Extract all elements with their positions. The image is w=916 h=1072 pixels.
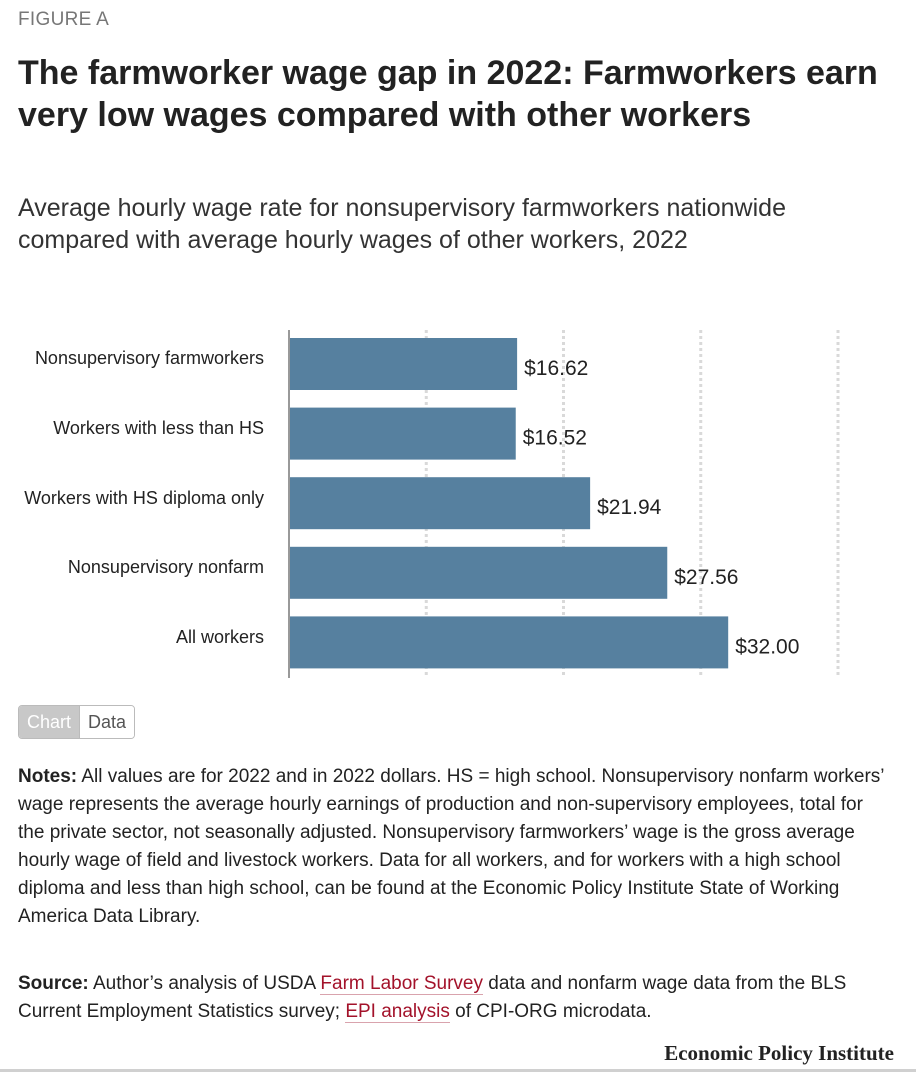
notes-lead: Notes: [18, 766, 78, 787]
figure-label: FIGURE A [18, 9, 110, 30]
farm-labor-survey-link[interactable]: Farm Labor Survey [320, 973, 484, 994]
bar-chart [0, 320, 916, 690]
category-label: Workers with HS diploma only [24, 488, 264, 508]
notes-text: All values are for 2022 and in 2022 dollars. HS = high school. Nonsupervisory nonfarm workers’ wage represents the average hourly earnings of production and non-supervisory employees, total for the private sector, not seasonally adjusted. Nonsupervisory farmworkers’ wage is the gross average hourly wage of field and livestock workers. Data for all workers, and for workers with a high school diploma and less than high school, can be found at the Economic Policy Institute State of Working America Data Library. [18, 766, 884, 927]
epi-brand-logo: Economic Policy Institute [664, 1041, 894, 1065]
category-label: Nonsupervisory farmworkers [34, 348, 264, 368]
category-label: Workers with less than HS [53, 418, 264, 438]
category-label: Nonsupervisory nonfarm [67, 557, 264, 577]
epi-analysis-link[interactable]: EPI analysis [345, 1001, 450, 1022]
chart-tab-button[interactable]: Chart [19, 706, 79, 738]
data-tab-button[interactable]: Data [79, 706, 134, 738]
bar-value-label: $16.52 [522, 426, 587, 450]
bar-value-label: $27.56 [674, 565, 739, 589]
bar-value-label: $32.00 [735, 635, 800, 659]
source-text-1: Author’s analysis of USDA [88, 973, 321, 994]
source-text-2: data and nonfarm wage data from the BLS Current Employment Statistics survey; [18, 973, 847, 1022]
chart-subtitle: Average hourly wage rate for nonsupervisory farmworkers nationwide compared with average hourly wages of other workers, 2022 [18, 194, 786, 254]
source [18, 970, 888, 1026]
bar-value-label: $21.94 [597, 496, 662, 520]
chart-title: The farmworker wage gap in 2022: Farmworkers earn very low wages compared with other workers [18, 54, 878, 134]
bar[interactable] [289, 547, 667, 599]
notes [18, 763, 888, 931]
bar[interactable] [289, 338, 517, 390]
bar[interactable] [289, 477, 590, 529]
source-lead: Source: [18, 973, 89, 994]
bar-value-label: $16.62 [524, 357, 589, 380]
bar[interactable] [289, 408, 516, 460]
bar[interactable] [289, 616, 728, 668]
source-text-3: of CPI-ORG microdata. [449, 1001, 652, 1022]
category-label: All workers [175, 627, 264, 647]
chart-data-toggle [18, 705, 135, 739]
